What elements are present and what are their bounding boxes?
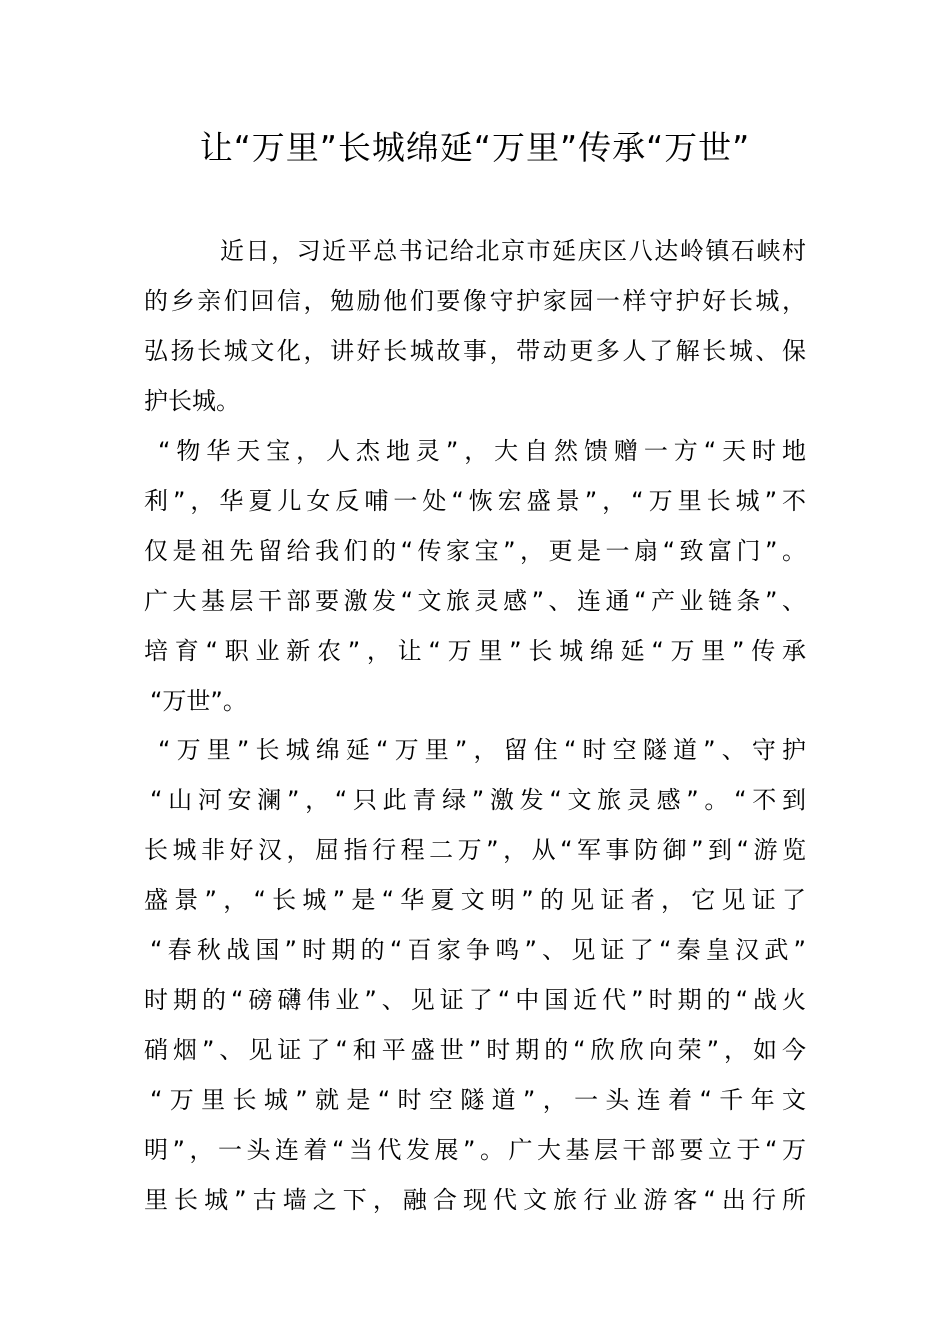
paragraph-3-line-1: “万里”长城绵延“万里”，留住“时空隧道”、守护 xyxy=(158,736,806,764)
paragraph-3-line-4: 盛景”，“长城”是“华夏文明”的见证者，它见证了 xyxy=(144,886,806,914)
paragraph-3-line-6: 时期的“磅礴伟业”、见证了“中国近代”时期的“战火 xyxy=(144,986,806,1014)
paragraph-3-line-3: 长城非好汉，屈指行程二万”，从“军事防御”到“游览 xyxy=(144,836,806,864)
paragraph-3-line-5: “春秋战国”时期的“百家争鸣”、见证了“秦皇汉武” xyxy=(150,936,806,964)
paragraph-2-line-5: 培育“职业新农”，让“万里”长城绵延“万里”传承 xyxy=(144,637,806,665)
paragraph-2-line-6: “万世”。 xyxy=(150,687,247,715)
paragraph-2-line-2: 利”，华夏儿女反哺一处“恢宏盛景”，“万里长城”不 xyxy=(144,487,806,515)
paragraph-3-line-8: “万里长城”就是“时空隧道”，一头连着“千年文 xyxy=(150,1086,806,1114)
paragraph-3-line-2: “山河安澜”，“只此青绿”激发“文旅灵感”。“不到 xyxy=(150,786,806,814)
paragraph-1-line-4: 护长城。 xyxy=(144,387,240,415)
paragraph-2-line-3: 仅是祖先留给我们的“传家宝”，更是一扇“致富门”。 xyxy=(144,537,806,565)
paragraph-3-line-10: 里长城”古墙之下，融合现代文旅行业游客“出行所 xyxy=(144,1186,806,1214)
paragraph-1-line-1: 近日，习近平总书记给北京市延庆区八达岭镇石峡村 xyxy=(220,237,806,265)
paragraph-1-line-3: 弘扬长城文化，讲好长城故事，带动更多人了解长城、保 xyxy=(144,337,806,365)
paragraph-2-line-1: “物华天宝，人杰地灵”，大自然馈赠一方“天时地 xyxy=(158,437,806,465)
paragraph-1-line-2: 的乡亲们回信，勉励他们要像守护家园一样守护好长城， xyxy=(144,287,806,315)
paragraph-3-line-9: 明”，一头连着“当代发展”。广大基层干部要立于“万 xyxy=(144,1136,806,1164)
paragraph-3-line-7: 硝烟”、见证了“和平盛世”时期的“欣欣向荣”，如今 xyxy=(144,1036,806,1064)
document-title: 让“万里”长城绵延“万里”传承“万世” xyxy=(199,128,751,167)
paragraph-2-line-4: 广大基层干部要激发“文旅灵感”、连通“产业链条”、 xyxy=(144,587,806,615)
